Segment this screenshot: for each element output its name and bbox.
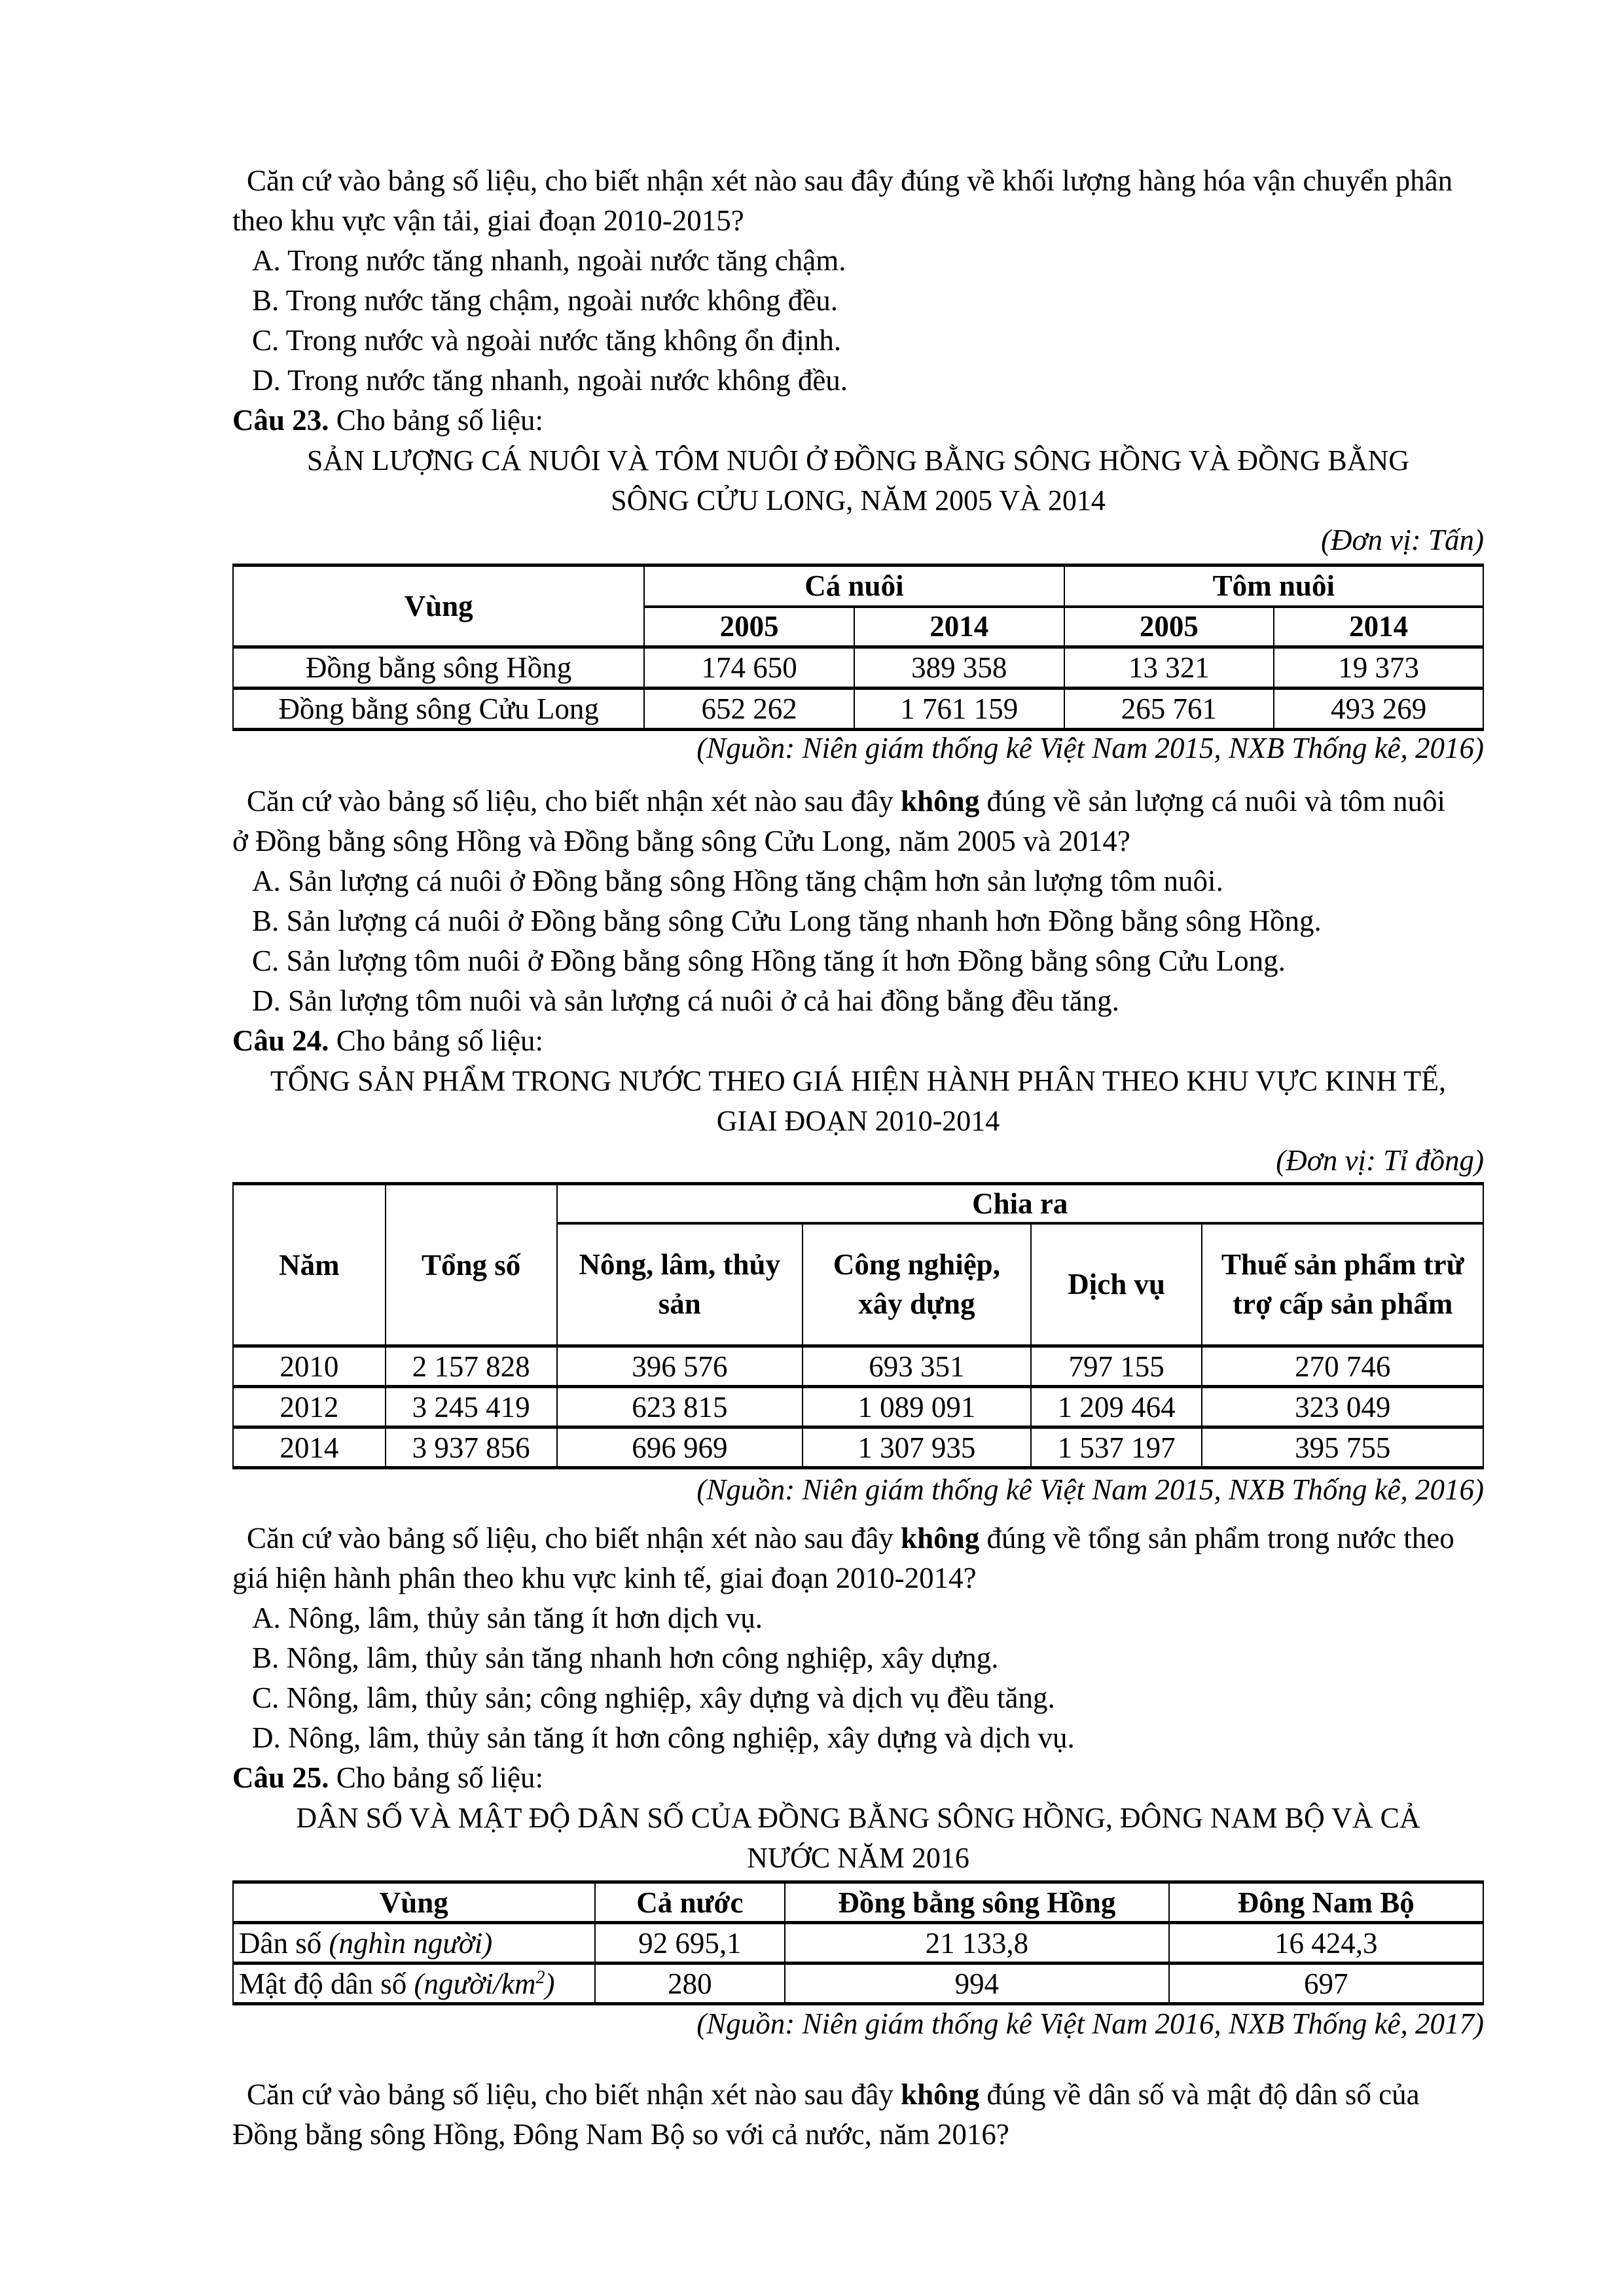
prev-option-d: D. Trong nước tăng nhanh, ngoài nước không đều.	[252, 364, 848, 397]
q24-cell-year: 2014	[233, 1427, 386, 1468]
q25-row-unit-close: )	[545, 1967, 555, 2000]
q24-cell-total: 3 937 856	[386, 1427, 557, 1468]
q23-title-line1: SẢN LƯỢNG CÁ NUÔI VÀ TÔM NUÔI Ở ĐỒNG BẰNG SÔNG HỒNG VÀ ĐỒNG BẰNG	[306, 444, 1410, 476]
q25-row-unit-sup: 2	[535, 1967, 545, 1988]
q23-source: (Nguồn: Niên giám thống kê Việt Nam 2015, NXB Thống kê, 2016)	[696, 732, 1484, 764]
q24-cell-total: 3 245 419	[386, 1387, 557, 1427]
prev-question-stem-line2: theo khu vực vận tải, giai đoạn 2010-2015?	[232, 204, 744, 237]
q24-header-col: Thuế sản phẩm trừ trợ cấp sản phẩm	[1202, 1223, 1483, 1346]
q23-header-tom-nuoi: Tôm nuôi	[1064, 565, 1483, 607]
q25-cell: 280	[595, 1964, 785, 2004]
q24-heading	[232, 1021, 1484, 1061]
q24-cell: 270 746	[1202, 1346, 1483, 1387]
q24-title-line1: TỔNG SẢN PHẨM TRONG NƯỚC THEO GIÁ HIỆN HÀNH PHÂN THEO KHU VỰC KINH TẾ,	[270, 1065, 1447, 1097]
q25-label: Câu 25.	[232, 1761, 329, 1794]
q24-option-d: D. Nông, lâm, thủy sản tăng ít hơn công nghiệp, xây dựng và dịch vụ.	[252, 1721, 1075, 1754]
q25-row-unit: (người/km	[414, 1967, 536, 2000]
q24-cell-year: 2010	[233, 1346, 386, 1387]
q25-stem-emphasis: không	[901, 2078, 980, 2111]
table-row	[233, 647, 1483, 689]
prev-option-b: B. Trong nước tăng chậm, ngoài nước không đều.	[252, 284, 839, 317]
q25-stem-text: đúng về dân số và mật độ dân số của	[979, 2078, 1420, 2111]
q23-cell: 652 262	[644, 689, 854, 730]
q24-header-group: Chia ra	[557, 1184, 1483, 1223]
q24-cell-year: 2012	[233, 1387, 386, 1427]
q24-title-line2: GIAI ĐOẠN 2010-2014	[716, 1105, 1000, 1137]
q24-header-year: Năm	[233, 1184, 386, 1346]
q25-source: (Nguồn: Niên giám thống kê Việt Nam 2016, NXB Thống kê, 2017)	[696, 2007, 1484, 2040]
q23-cell: 493 269	[1274, 689, 1483, 730]
q25-cell: 21 133,8	[785, 1923, 1168, 1964]
q24-cell: 1 537 197	[1031, 1427, 1202, 1468]
q23-cell: 19 373	[1274, 647, 1483, 689]
q24-header-col: Dịch vụ	[1031, 1223, 1202, 1346]
prev-option-a: A. Trong nước tăng nhanh, ngoài nước tăng chậm.	[252, 244, 846, 277]
q25-title-line1: DÂN SỐ VÀ MẬT ĐỘ DÂN SỐ CỦA ĐỒNG BẰNG SÔNG HỒNG, ĐÔNG NAM BỘ VÀ CẢ	[296, 1802, 1420, 1834]
q23-label: Câu 23.	[232, 404, 329, 437]
q24-cell: 1 307 935	[803, 1427, 1031, 1468]
q25-header: Vùng	[233, 1882, 595, 1923]
q23-option-b: B. Sản lượng cá nuôi ở Đồng bằng sông Cửu Long tăng nhanh hơn Đồng bằng sông Hồng.	[252, 905, 1322, 937]
q24-option-a: A. Nông, lâm, thủy sản tăng ít hơn dịch vụ.	[252, 1602, 763, 1634]
q23-option-c: C. Sản lượng tôm nuôi ở Đồng bằng sông Hồng tăng ít hơn Đồng bằng sông Cửu Long.	[252, 944, 1286, 977]
q23-option-d: D. Sản lượng tôm nuôi và sản lượng cá nuôi ở cả hai đồng bằng đều tăng.	[252, 984, 1119, 1017]
q25-stem-line2: Đồng bằng sông Hồng, Đông Nam Bộ so với cả nước, năm 2016?	[232, 2118, 1009, 2151]
q24-option-b: B. Nông, lâm, thủy sản tăng nhanh hơn công nghiệp, xây dựng.	[252, 1641, 999, 1674]
q24-cell: 623 815	[557, 1387, 803, 1427]
q23-heading	[232, 401, 1484, 440]
q25-stem-text: Căn cứ vào bảng số liệu, cho biết nhận xét nào sau đây	[247, 2078, 901, 2111]
q23-header-year: 2005	[1064, 607, 1274, 647]
q24-cell: 696 969	[557, 1427, 803, 1468]
q24-stem-text: Căn cứ vào bảng số liệu, cho biết nhận xét nào sau đây	[247, 1522, 901, 1554]
q24-stem-line1	[232, 1518, 1484, 1558]
q25-stem-line1	[232, 2075, 1484, 2115]
q24-stem-text: đúng về tổng sản phẩm trong nước theo	[979, 1522, 1454, 1554]
q25-table	[232, 1880, 1484, 2005]
q23-unit: (Đơn vị: Tấn)	[1321, 524, 1484, 556]
q24-label: Câu 24.	[232, 1024, 329, 1057]
q24-stem-emphasis: không	[901, 1522, 980, 1554]
q23-cell: 13 321	[1064, 647, 1274, 689]
prev-option-c: C. Trong nước và ngoài nước tăng không ổn định.	[252, 324, 842, 357]
q23-table	[232, 564, 1484, 731]
q25-header: Cả nước	[595, 1882, 785, 1923]
q24-source: (Nguồn: Niên giám thống kê Việt Nam 2015, NXB Thống kê, 2016)	[696, 1473, 1484, 1506]
q23-option-a: A. Sản lượng cá nuôi ở Đồng bằng sông Hồng tăng chậm hơn sản lượng tôm nuôi.	[252, 865, 1223, 897]
q25-header: Đồng bằng sông Hồng	[785, 1882, 1168, 1923]
q25-row-label-text: Mật độ dân số	[239, 1967, 414, 2000]
q23-stem-line2: ở Đồng bằng sông Hồng và Đồng bằng sông Cửu Long, năm 2005 và 2014?	[232, 825, 1130, 857]
table-row	[233, 1964, 1483, 2004]
table-row	[233, 1387, 1483, 1427]
q24-cell: 693 351	[803, 1346, 1031, 1387]
q24-header-total: Tổng số	[386, 1184, 557, 1346]
q25-row-label	[233, 1923, 595, 1964]
table-row	[233, 1346, 1483, 1387]
prev-question-stem-line1: Căn cứ vào bảng số liệu, cho biết nhận xét nào sau đây đúng về khối lượng hàng hóa vận chuyển phân	[247, 164, 1453, 197]
table-row	[233, 1923, 1483, 1964]
q25-intro: Cho bảng số liệu:	[329, 1761, 544, 1794]
q24-option-c: C. Nông, lâm, thủy sản; công nghiệp, xây dựng và dịch vụ đều tăng.	[252, 1681, 1055, 1714]
table-row	[233, 1427, 1483, 1468]
q25-row-unit: (nghìn người)	[329, 1926, 493, 1960]
q24-cell-total: 2 157 828	[386, 1346, 557, 1387]
q24-cell: 1 209 464	[1031, 1387, 1202, 1427]
q24-header-col: Công nghiệp, xây dựng	[803, 1223, 1031, 1346]
q24-cell: 797 155	[1031, 1346, 1202, 1387]
q25-cell: 92 695,1	[595, 1923, 785, 1964]
q25-cell: 697	[1169, 1964, 1483, 2004]
q23-stem-text: Căn cứ vào bảng số liệu, cho biết nhận xét nào sau đây	[247, 785, 901, 817]
q23-header-year: 2014	[854, 607, 1064, 647]
q23-header-region: Vùng	[233, 565, 644, 647]
q23-cell: 174 650	[644, 647, 854, 689]
q23-cell: 389 358	[854, 647, 1064, 689]
q25-cell: 16 424,3	[1169, 1923, 1483, 1964]
q23-cell: 1 761 159	[854, 689, 1064, 730]
q25-header: Đông Nam Bộ	[1169, 1882, 1483, 1923]
q25-title-line2: NƯỚC NĂM 2016	[747, 1842, 969, 1874]
q24-unit: (Đơn vị: Tỉ đồng)	[1276, 1144, 1484, 1177]
q24-stem-line2: giá hiện hành phân theo khu vực kinh tế, giai đoạn 2010-2014?	[232, 1562, 977, 1594]
q25-row-label-text: Dân số	[239, 1926, 329, 1960]
q23-header-ca-nuoi: Cá nuôi	[644, 565, 1064, 607]
q24-intro: Cho bảng số liệu:	[329, 1024, 544, 1057]
q24-cell: 1 089 091	[803, 1387, 1031, 1427]
q24-header-col: Nông, lâm, thủy sản	[557, 1223, 803, 1346]
q23-title-line2: SÔNG CỬU LONG, NĂM 2005 VÀ 2014	[611, 484, 1106, 516]
q23-header-year: 2005	[644, 607, 854, 647]
q23-row-region: Đồng bằng sông Hồng	[233, 647, 644, 689]
q24-cell: 396 576	[557, 1346, 803, 1387]
q24-table	[232, 1182, 1484, 1469]
q23-stem-emphasis: không	[901, 785, 980, 817]
q23-row-region: Đồng bằng sông Cửu Long	[233, 689, 644, 730]
table-row	[233, 689, 1483, 730]
q23-header-year: 2014	[1274, 607, 1483, 647]
q23-stem-text: đúng về sản lượng cá nuôi và tôm nuôi	[979, 785, 1446, 817]
q23-intro: Cho bảng số liệu:	[329, 404, 544, 437]
q24-cell: 323 049	[1202, 1387, 1483, 1427]
q24-cell: 395 755	[1202, 1427, 1483, 1468]
q23-cell: 265 761	[1064, 689, 1274, 730]
q25-cell: 994	[785, 1964, 1168, 2004]
q23-stem-line1	[232, 781, 1484, 821]
q25-heading	[232, 1758, 1484, 1798]
q25-row-label	[233, 1964, 595, 2004]
